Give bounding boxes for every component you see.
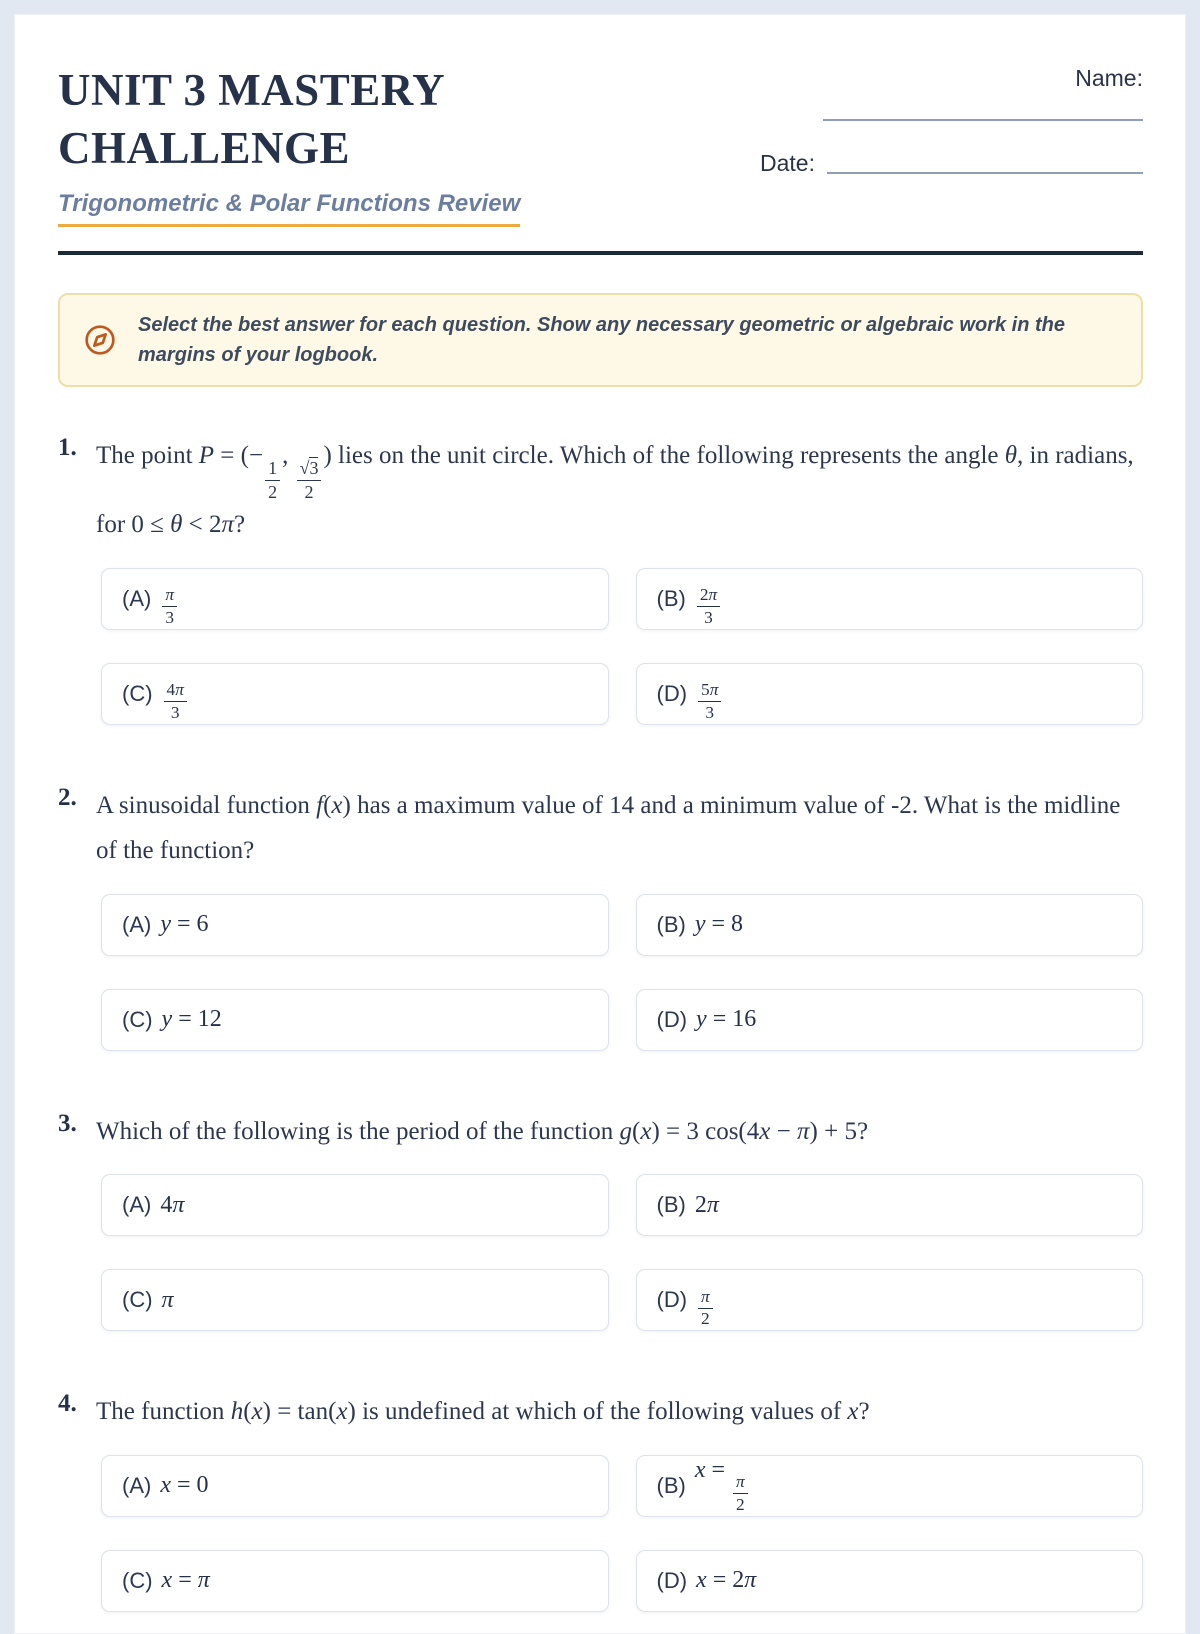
- option-value: x = $\frac{\pi}{2}$: [695, 1457, 750, 1515]
- date-row: [753, 151, 1143, 176]
- options-grid: [101, 894, 1143, 1051]
- worksheet-content: [15, 15, 1185, 1612]
- question-text: Which of the following is the period of the function g(x) = 3 cos(4x − π) + 5?: [96, 1117, 869, 1145]
- answer-option[interactable]: [101, 568, 609, 630]
- option-value: y = 6: [160, 911, 209, 938]
- compass-icon: [84, 324, 116, 356]
- answer-option[interactable]: [636, 1269, 1144, 1331]
- fraction: $\frac{\pi}{3}$: [162, 586, 177, 627]
- option-letter: (C): [122, 1287, 153, 1313]
- answer-option[interactable]: [636, 1550, 1144, 1612]
- question-number: 1.: [58, 434, 77, 462]
- answer-option[interactable]: [101, 1455, 609, 1517]
- name-label: Name:: [1075, 65, 1143, 91]
- answer-option[interactable]: [636, 894, 1144, 956]
- fraction: $\frac{1}{2}$: [265, 459, 280, 502]
- question-text: The point P = (− $\frac{1}{2}$ , $\frac{√3}{2}$ ) lies on the unit circle. Which of the following represents the angle θ, in radians, for 0 ≤ θ < 2π?: [96, 442, 1134, 539]
- option-value: [696, 665, 723, 723]
- answer-option[interactable]: [101, 663, 609, 725]
- option-value: 2π: [694, 1191, 719, 1218]
- instruction-text: Select the best answer for each question. Show any necessary geometric or algebraic work in the margins of your logbook.: [138, 314, 1065, 367]
- page-title: [58, 61, 520, 177]
- fraction: $\frac{4\pi}{3}$: [164, 681, 187, 722]
- instruction-banner: [58, 293, 1143, 387]
- fraction: $\frac{2\pi}{3}$: [697, 586, 720, 627]
- question-block: [58, 1109, 1143, 1332]
- option-letter: (C): [122, 1567, 153, 1593]
- question-text: The function h(x) = tan(x) is undefined at which of the following values of x?: [96, 1398, 870, 1426]
- question-body: [96, 783, 1143, 1051]
- option-value: 4π: [160, 1191, 185, 1218]
- title-block: [58, 61, 520, 227]
- option-letter: (A): [122, 585, 152, 611]
- option-value: [162, 665, 189, 723]
- option-letter: (C): [122, 1006, 153, 1032]
- date-field-line[interactable]: [827, 172, 1143, 174]
- answer-option[interactable]: [101, 989, 609, 1051]
- option-letter: (C): [122, 680, 153, 706]
- options-grid: [101, 1174, 1143, 1331]
- answer-option[interactable]: [636, 1455, 1144, 1517]
- question-number: 3.: [58, 1109, 77, 1137]
- name-field-line[interactable]: [823, 119, 1143, 121]
- question-block: [58, 1389, 1143, 1612]
- fraction: $\frac{\pi}{2}$: [733, 1473, 748, 1514]
- option-letter: (A): [122, 1192, 152, 1218]
- section-divider: [58, 251, 1143, 255]
- header: [58, 61, 1143, 227]
- option-value: y = 8: [694, 911, 744, 938]
- option-letter: (D): [656, 680, 688, 706]
- question-number: 4.: [58, 1390, 77, 1418]
- options-grid: [101, 1455, 1143, 1612]
- answer-option[interactable]: [636, 989, 1144, 1051]
- answer-option[interactable]: [636, 663, 1144, 725]
- name-date-fields: [753, 61, 1143, 227]
- question-body: [96, 1389, 1143, 1612]
- option-letter: (B): [656, 585, 686, 611]
- option-letter: (A): [122, 911, 152, 937]
- option-letter: (D): [656, 1567, 688, 1593]
- option-letter: (B): [656, 1472, 686, 1498]
- answer-option[interactable]: [636, 1174, 1144, 1236]
- option-value: [160, 570, 179, 628]
- page-title-line1: UNIT 3 MASTERY: [58, 65, 446, 115]
- options-grid: [101, 568, 1143, 725]
- option-value: [695, 570, 722, 628]
- fraction: $\frac{√3}{2}$: [297, 459, 322, 502]
- worksheet-page: [14, 14, 1186, 1634]
- question-text: A sinusoidal function f(x) has a maximum value of 14 and a minimum value of -2. What is the midline of the function?: [96, 791, 1121, 865]
- answer-option[interactable]: [101, 1269, 609, 1331]
- question-block: [58, 433, 1143, 725]
- option-value: x = 2π: [696, 1567, 757, 1594]
- fraction: $\frac{5\pi}{3}$: [698, 681, 721, 722]
- question-body: [96, 433, 1143, 725]
- question-number: 2.: [58, 783, 77, 811]
- page-title-line2: CHALLENGE: [58, 123, 351, 174]
- date-label: Date:: [760, 150, 815, 176]
- answer-option[interactable]: [636, 568, 1144, 630]
- answer-option[interactable]: [101, 894, 609, 956]
- option-value: x = π: [161, 1567, 210, 1594]
- answer-option[interactable]: [101, 1550, 609, 1612]
- questions-section: [58, 433, 1143, 1612]
- option-value: y = 16: [696, 1006, 757, 1033]
- question-body: [96, 1109, 1143, 1332]
- option-letter: (A): [122, 1472, 152, 1498]
- option-value: π: [161, 1286, 174, 1313]
- option-value: [696, 1271, 715, 1329]
- option-letter: (D): [656, 1006, 688, 1032]
- option-value: y = 12: [161, 1006, 222, 1033]
- answer-option[interactable]: [101, 1174, 609, 1236]
- option-letter: (B): [656, 1192, 686, 1218]
- page-subtitle: Trigonometric & Polar Functions Review: [58, 190, 520, 227]
- option-letter: (B): [656, 911, 686, 937]
- option-value: x = 0: [160, 1472, 209, 1499]
- option-letter: (D): [656, 1287, 688, 1313]
- question-block: [58, 783, 1143, 1051]
- fraction: $\frac{\pi}{2}$: [698, 1288, 713, 1329]
